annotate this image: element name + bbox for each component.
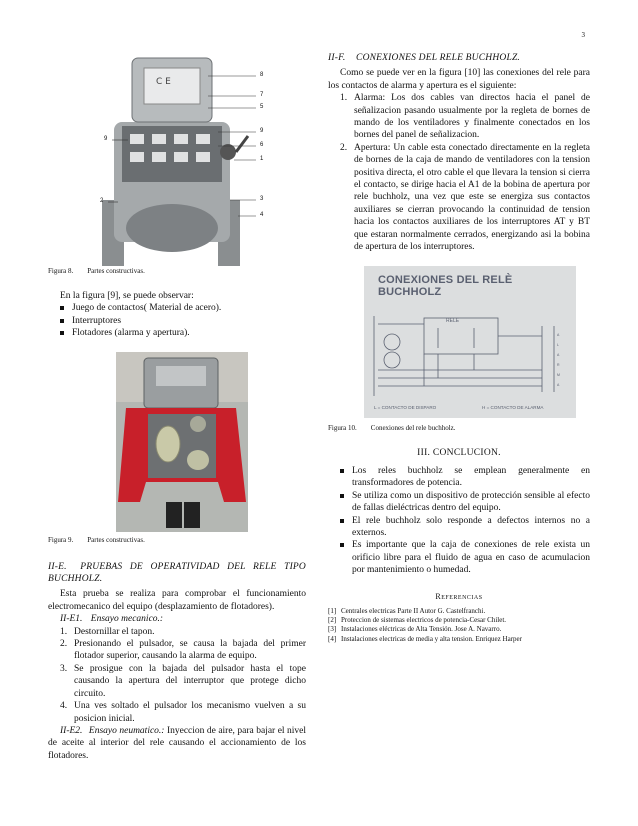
reference-number: [1] — [328, 606, 337, 615]
list-item: 2. Presionando el pulsador, se causa la bajada del primer flotador superior, causando la alarma de equipo. — [60, 639, 306, 662]
svg-text:A: A — [557, 382, 560, 387]
list-item: 1. Alarma: Los dos cables van directos hacia el panel de señalizacion pasando usualmente por la regleta de bornes de mando de los ventiladores y finalmente conectados en los bornes del panel de señalizacion. — [340, 93, 590, 141]
figure-10-legend-left: L = CONTACTO DE DISPARO — [374, 404, 437, 410]
reference-item — [328, 635, 590, 644]
svg-text:R: R — [557, 362, 560, 367]
callout-2: 2 — [100, 198, 104, 204]
figure-9-intro: En la figura [9], se puede observar: — [60, 291, 194, 301]
section-f-paragraph: Como se puede ver en la figura [10] las conexiones del rele para los contactos de alarma y apertura es el siguiente: — [328, 68, 590, 91]
callout-7: 7 — [260, 92, 264, 98]
section-iii-heading: III. CONCLUCION. — [417, 447, 501, 458]
connection-list — [328, 92, 590, 253]
subsection-e1-heading — [60, 613, 306, 625]
section-f-heading — [328, 52, 590, 64]
figure-8-caption-label: Figura 8. — [48, 267, 74, 275]
list-item: Interruptores — [60, 315, 306, 327]
section-f-title: CONEXIONES DEL RELE BUCHHOLZ. — [356, 53, 521, 63]
list-item: 4. Una ves soltado el pulsador los mecanismo vuelven a su posicion inicial. — [60, 701, 306, 724]
list-item: 3. Se prosigue con la bajada del pulsador hasta el tope causando la apertura del interruptor que protege dicho circuito. — [60, 663, 306, 699]
reference-text: Proteccion de sistemas electricos de potencia-Cesar Chilet. — [341, 616, 507, 625]
list-item: El rele buchholz solo responde a defectos internos no a externos. — [340, 515, 590, 540]
figure-10-caption-label: Figura 10. — [328, 423, 357, 432]
callout-9-right: 9 — [260, 128, 264, 134]
callout-1: 1 — [260, 156, 264, 162]
figure-9-caption-label: Figura 9. — [48, 535, 74, 544]
svg-text:M: M — [557, 372, 560, 377]
left-column — [48, 52, 306, 762]
list-item: Es importante que la caja de conexiones de rele exista un orificio libre para el fluido de agua en caso de acumulacion por mantenimiento o humedad. — [340, 539, 590, 576]
svg-text:C E: C E — [156, 77, 171, 87]
figure-9-caption — [48, 536, 306, 545]
parts-list — [48, 302, 306, 339]
item-text: Apertura: Un cable esta conectado directamente en la regleta de bornes de la caja de mando de ventiladores con la tension positiva directa, el otro cable el que llevara la tension si cierra el contacto, se dirige hacia el A1 de la bobina de apertura por rele buchholz, una vez que este se energiza sus contactos auxiliares se cierran provocando la continuidad de tension hacia los contactos auxiliares de los interruptores AT y BT que estaran normalmente cerrados, energizando asi la bobina de apertura de los interruptores. — [354, 142, 590, 253]
step-text: Presionando el pulsador, se causa la bajada del primer flotador superior, causando la alarma de equipo. — [74, 639, 306, 662]
subsection-e1-label: II-E1. — [60, 614, 83, 625]
figure-10 — [364, 266, 576, 418]
section-f-label: II-F. — [328, 53, 346, 63]
reference-text: Centrales electricas Parte II Autor G. Castelfranchi. — [341, 606, 486, 615]
step-text: Una ves soltado el pulsador los mecanismo vuelven a su posicion inicial. — [74, 701, 306, 724]
step-text: Se prosigue con la bajada del pulsador hasta el tope causando la apertura del interruptor que protege dicho circuito. — [74, 663, 306, 699]
svg-text:A: A — [557, 352, 560, 357]
step-text: Destornillar el tapon. — [74, 626, 155, 637]
callout-4: 4 — [260, 212, 264, 218]
mechanical-test-steps — [48, 626, 306, 725]
section-e-heading — [48, 561, 306, 586]
right-column — [328, 52, 590, 644]
list-item: 2. Apertura: Un cable esta conectado directamente en la regleta de bornes de la caja de mando de ventiladores con la tension positiva directa, el otro cable el que llevara la tension si cierra el contacto, se dirige hacia el A1 de la bobina de apertura por rele buchholz, una vez que este se energiza sus contactos auxiliares se cierran provocando la continuidad de tension hacia los contactos auxiliares de los interruptores AT y BT que estaran normalmente cerrados, energizando asi la bobina de apertura de los interruptores. — [340, 142, 590, 253]
figure-10-title: CONEXIONES DEL RELÈ BUCHHOLZ — [378, 273, 513, 298]
figure-10-caption — [328, 424, 590, 433]
reference-number: [3] — [328, 625, 337, 634]
section-e-label: II-E. — [48, 561, 67, 572]
conclusion-list — [328, 465, 590, 577]
list-item: Flotadores (alarma y apertura). — [60, 327, 306, 339]
list-item: Se utiliza como un dispositivo de protección sensible al efecto de fallas dieléctricas dentro del equipo. — [340, 490, 590, 515]
reference-number: [4] — [328, 634, 337, 643]
references-heading: Referencias — [435, 591, 483, 601]
figure-9 — [48, 352, 306, 532]
figure-8 — [48, 52, 306, 266]
section-e-paragraph: Esta prueba se realiza para comprobar el funcionamiento electromecanico del equipo (desplazamiento de flotadores). — [48, 589, 306, 612]
list-item: Juego de contactos( Material de acero). — [60, 302, 306, 314]
figure-10-caption-text: Conexiones del rele buchholz. — [370, 423, 456, 432]
item-text: Alarma: Los dos cables van directos hacia el panel de señalizacion pasando usualmente por la regleta de bornes de mando de los ventiladores y finalmente conectados en los bornes del panel de señalizacion. — [354, 93, 590, 141]
subsection-e2-label: II-E2. — [60, 725, 83, 736]
figure-9-caption-text: Partes constructivas. — [87, 535, 145, 544]
figure-8-caption-text: Partes constructivas. — [87, 267, 145, 275]
subsection-e2-paragraph — [48, 725, 306, 762]
subsection-e2-title: Ensayo neumatico.: — [88, 725, 165, 736]
list-item: Los reles buchholz se emplean generalmente en transformadores de potencia. — [340, 465, 590, 490]
page-number: 3 — [581, 31, 585, 39]
reference-text: Instalaciones eléctricas de Alta Tensión. Jose A. Navarro. — [341, 625, 502, 634]
figure-8-image — [48, 52, 306, 266]
figure-10-rele-label: RELE — [446, 317, 460, 324]
subsection-e1-title: Ensayo mecanico.: — [90, 614, 164, 625]
figure-9-image — [48, 352, 306, 532]
reference-item — [328, 616, 590, 625]
svg-text:A: A — [557, 332, 560, 337]
callout-5: 5 — [260, 104, 264, 110]
figure-8-caption — [48, 267, 306, 276]
callout-3: 3 — [260, 196, 264, 202]
subsection-e2-text: Inyeccion de aire, para bajar el nivel de aceite al interior del rele causando el accionamiento de los flotadores. — [48, 725, 307, 761]
section-e-title: PRUEBAS DE OPERATIVIDAD DEL RELE TIPO BUCHHOLZ. — [48, 561, 306, 585]
svg-text:L: L — [557, 342, 559, 347]
callout-6: 6 — [260, 142, 264, 148]
list-item: 1. Destornillar el tapon. — [60, 626, 155, 637]
callout-9-left: 9 — [104, 136, 108, 142]
figure-10-legend-right: H = CONTACTO DE ALARMA — [482, 404, 544, 410]
reference-number: [2] — [328, 616, 337, 625]
reference-item — [328, 607, 590, 616]
reference-item — [328, 625, 590, 634]
callout-8: 8 — [260, 72, 264, 78]
references-list — [328, 607, 590, 644]
reference-text: Instalaciones electricas de media y alta tension. Enriquez Harper — [341, 634, 522, 643]
